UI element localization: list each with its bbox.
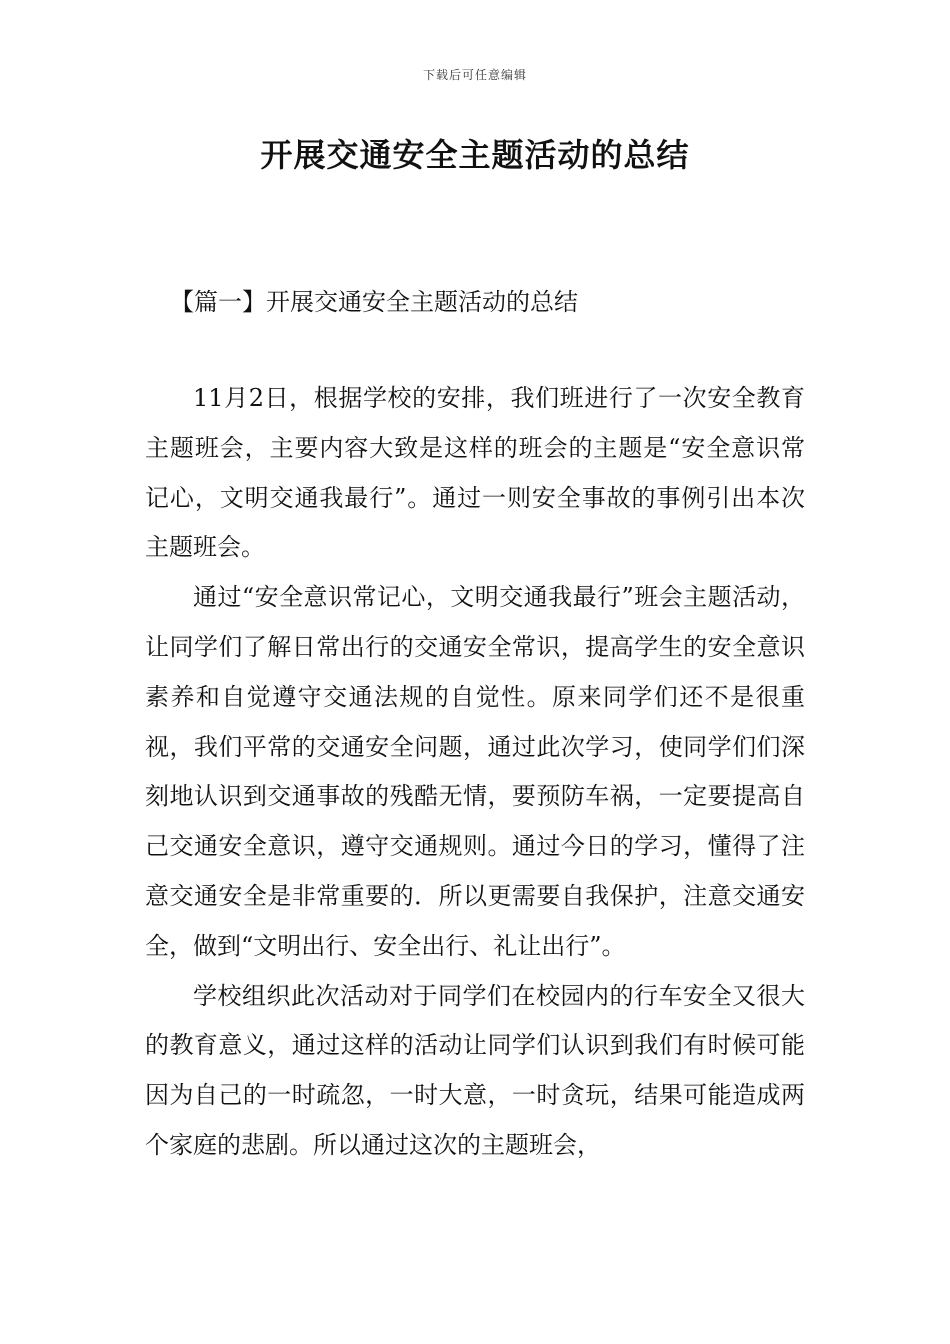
paragraph: 通过“安全意识常记心，文明交通我最行”班会主题活动，让同学们了解日常出行的交通安全常识，提高学生的安全意识素养和自觉遵守交通法规的自觉性。原来同学们还不是很重视，我们平常的交通安全问题，通过此次学习，使同学们们深刻地认识到交通事故的残酷无情，要预防车祸，一定要提高自己交通安全意识，遵守交通规则。通过今日的学习，懂得了注意交通安全是非常重要的．所以更需要自我保护，注意交通安全，做到“文明出行、安全出行、礼让出行”。 <box>145 583 805 960</box>
document-body <box>145 374 805 1171</box>
section-heading: 【篇一】开展交通安全主题活动的总结 <box>170 288 578 316</box>
paragraph: 11月2日，根据学校的安排，我们班进行了一次安全教育主题班会，主要内容大致是这样的班会的主题是“安全意识常记心，文明交通我最行”。通过一则安全事故的事例引出本次主题班会。 <box>145 384 805 562</box>
paragraph: 学校组织此次活动对于同学们在校园内的行车安全又很大的教育意义，通过这样的活动让同学们认识到我们有时候可能因为自己的一时疏忽，一时大意，一时贪玩，结果可能造成两个家庭的悲剧。所以通过这次的主题班会， <box>145 981 805 1159</box>
header-note: 下载后可任意编辑 <box>422 68 527 82</box>
document-title: 开展交通安全主题活动的总结 <box>260 136 690 174</box>
